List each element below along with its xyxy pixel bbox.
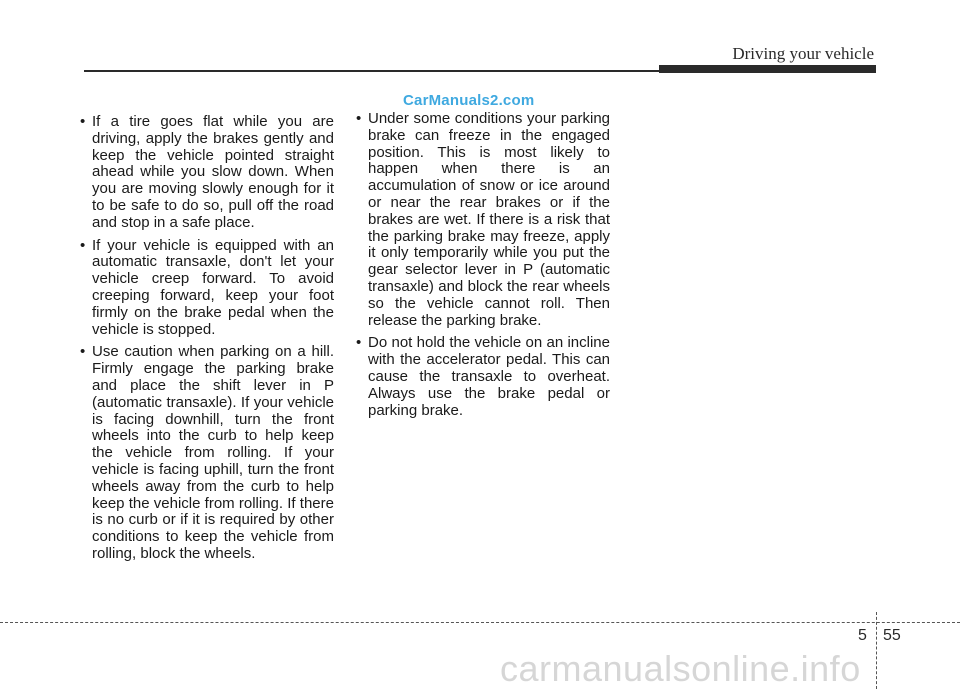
bullet-icon: •: [356, 334, 362, 352]
list-item-text: Use caution when parking on a hill. Firmly engage the parking brake and place the shift lever in P (automatic transaxle). If your vehicle is facing downhill, turn the front wheels into the curb to help keep the vehicle from rolling. If your vehicle is facing uphill, turn the front wheels away from the curb to help keep the vehicle from rolling. If there is no curb or if it is required by other conditions to keep the vehicle from rolling, block the wheels.: [92, 343, 334, 562]
footer-rule: [0, 622, 960, 623]
chapter-number: 5: [858, 627, 867, 644]
list-item: [352, 335, 610, 419]
list-item-text: If a tire goes flat while you are driving, apply the brakes gently and keep the vehicle pointed straight ahead while you slow down. When you are moving slowly enough for it to be safe to do so, pull off the road and stop in a safe place.: [92, 113, 334, 231]
list-item-text: Under some conditions your parking brake can freeze in the engaged position. This is most likely to happen when there is an accumulation of snow or ice around or near the rear brakes or if the brakes are wet. If there is a risk that the parking brake may freeze, apply it only temporarily while you put the gear selector lever in P (automatic transaxle) and block the rear wheels so the vehicle cannot roll. Then release the parking brake.: [368, 110, 610, 329]
page-number: 55: [883, 627, 901, 644]
bullet-icon: •: [356, 110, 362, 127]
list-item: [76, 238, 334, 339]
site-watermark: carmanualsonline.info: [500, 648, 861, 689]
bullet-icon: •: [80, 236, 86, 254]
header-rule-thin: [84, 70, 659, 72]
footer-divider: [876, 612, 877, 689]
right-bullet-list: [352, 111, 610, 419]
bullet-icon: •: [80, 113, 86, 130]
list-item: [352, 111, 610, 329]
header-rule-thick: [659, 65, 876, 73]
list-item: [76, 114, 334, 232]
list-item: [76, 344, 334, 562]
section-title: Driving your vehicle: [732, 44, 874, 63]
list-item-text: Do not hold the vehicle on an incline with the accelerator pedal. This can cause the transaxle to overheat. Always use the brake pedal or parking brake.: [368, 334, 610, 419]
watermark-text: CarManuals2.com: [403, 92, 535, 109]
bullet-icon: •: [80, 343, 86, 361]
right-column: [352, 111, 610, 425]
left-bullet-list: [76, 114, 334, 563]
list-item-text: If your vehicle is equipped with an automatic transaxle, don't let your vehicle creep forward. To avoid creeping forward, keep your foot firmly on the brake pedal when the vehicle is stopped.: [92, 236, 334, 338]
left-column: [76, 114, 334, 569]
